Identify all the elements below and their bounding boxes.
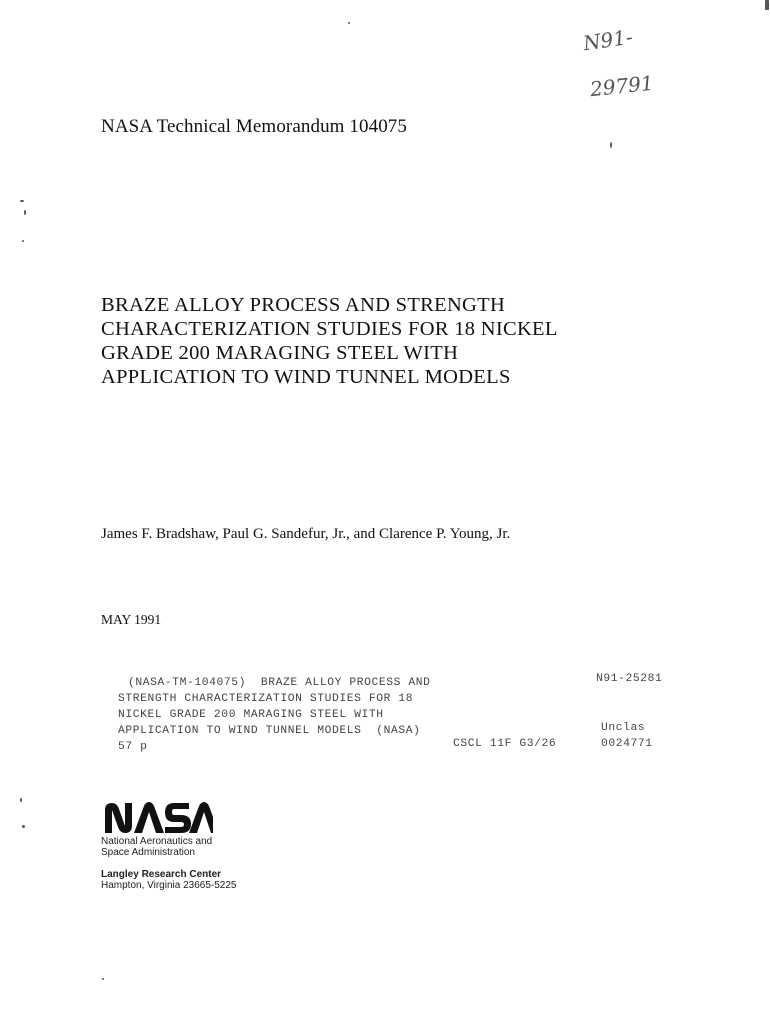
center-name: Langley Research Center xyxy=(101,869,222,880)
accession-line-1: (NASA-TM-104075) BRAZE ALLOY PROCESS AND xyxy=(128,677,431,689)
publication-date: MAY 1991 xyxy=(101,612,162,627)
accession-line-3: NICKEL GRADE 200 MARAGING STEEL WITH xyxy=(118,709,384,721)
scan-speck xyxy=(102,978,104,980)
scan-speck xyxy=(610,142,612,148)
nasa-logo xyxy=(101,800,213,834)
accession-line-4: APPLICATION TO WIND TUNNEL MODELS (NASA) xyxy=(118,725,421,737)
scan-speck xyxy=(348,22,350,24)
scan-speck xyxy=(765,0,769,10)
authors: James F. Bradshaw, Paul G. Sandefur, Jr., and Clarence P. Young, Jr. xyxy=(101,526,511,542)
title-line-4: APPLICATION TO WIND TUNNEL MODELS xyxy=(101,366,511,388)
center-location: Hampton, Virginia 23665-5225 xyxy=(101,880,237,891)
scan-speck xyxy=(24,210,26,215)
unclas-label: Unclas xyxy=(601,722,646,734)
accession-line-2: STRENGTH CHARACTERIZATION STUDIES FOR 18 xyxy=(118,693,414,705)
accession-code: 0024771 xyxy=(601,738,653,750)
title-line-1: BRAZE ALLOY PROCESS AND STRENGTH xyxy=(101,294,506,316)
agency-name xyxy=(101,836,212,858)
accession-number: N91-25281 xyxy=(596,673,663,685)
scan-speck xyxy=(22,240,24,242)
title-line-3: GRADE 200 MARAGING STEEL WITH xyxy=(101,342,459,364)
scan-speck xyxy=(22,825,25,828)
cscl-code: CSCL 11F G3/26 xyxy=(453,738,557,750)
accession-line-5: 57 p xyxy=(118,741,148,753)
handwritten-note-2: 29791 xyxy=(588,70,655,102)
memo-number: NASA Technical Memorandum 104075 xyxy=(101,116,408,137)
handwritten-note-1: N91- xyxy=(581,24,635,56)
agency-line-1: National Aeronautics and xyxy=(101,836,213,847)
center-address xyxy=(101,869,236,891)
agency-line-2: Space Administration xyxy=(101,847,195,858)
document-title xyxy=(101,293,558,389)
title-line-2: CHARACTERIZATION STUDIES FOR 18 NICKEL xyxy=(101,318,558,340)
scan-speck xyxy=(20,798,22,802)
scan-speck xyxy=(20,200,24,202)
